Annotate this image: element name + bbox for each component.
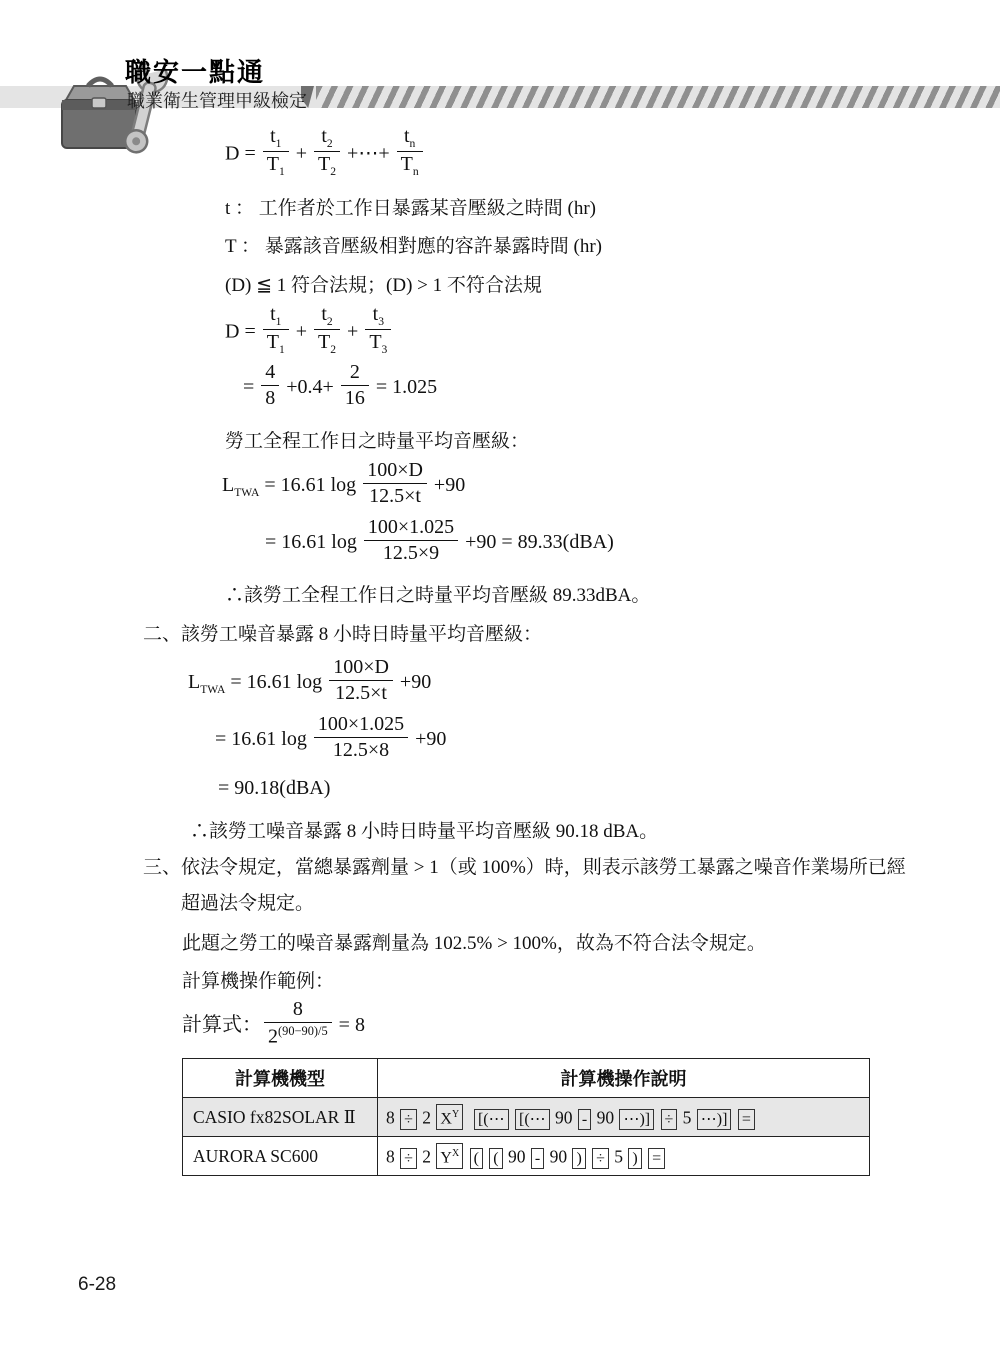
calculator-key: ( [489,1148,502,1169]
diagonal-hatch-band [316,86,1000,108]
section-3-heading [143,850,909,922]
calculator-key: ÷ [400,1109,417,1130]
table-header-row [183,1059,870,1098]
calculator-expression: 計算式： $\frac{8}{2^{(90-90)/5}}$ = 8 [182,998,365,1048]
calculator-key: $X^Y$ [436,1104,463,1129]
calculator-key: - [531,1148,544,1169]
calculator-key: ÷ [400,1148,417,1169]
conclusion-2: ∴該勞工噪音暴露 8 小時日時量平均音壓級 90.18 dBA。 [190,821,659,842]
dose-comparison-paragraph: 此題之勞工的噪音暴露劑量為 102.5% > 100%，故為不符合法令規定。 [182,933,766,954]
col-header-model: 計算機機型 [183,1059,378,1098]
fraction: $\frac{100\times D}{12.5\times t}$ [363,459,427,508]
fraction: $\frac{100\times 1.025}{12.5\times 9}$ [364,516,458,565]
section-3-text: 依法令規定，當總暴露劑量 > 1（或 100%）時，則表示該勞工暴露之噪音作業場所已經超過法令規定。 [181,857,906,914]
section-2-text: 該勞工噪音暴露 8 小時日時量平均音壓級： [181,624,543,645]
calculator-key: $Y^X$ [436,1143,463,1168]
col-header-operation: 計算機操作說明 [378,1059,870,1098]
fraction: $\frac{4}{8}$ [261,361,279,410]
formula-dose-general: D = $\frac{t_1}{T_1}$ + $\frac{t_2}{T_2}$ +⋯+ $\frac{t_n}{T_n}$ [225,128,425,182]
formula-dose-three-terms: D = $\frac{t_1}{T_1}$ + $\frac{t_2}{T_2}$ + $\frac{t_3}{T_3}$ [225,306,393,360]
calculator-model: CASIO fx82SOLAR Ⅱ [183,1098,378,1137]
fraction: $\frac{t_3}{T_3}$ [365,303,391,357]
calculator-key: - [578,1109,591,1130]
formula-ltwa-general-1: $L_{TWA} = 16.61$ log $\frac{100\times D}{12.5\times t}$ +90 [222,459,466,507]
table-row [183,1098,870,1137]
formula-ltwa-calc-2: = 16.61 log $\frac{100\times 1.025}{12.5\times 8}$ +90 [215,713,447,761]
conclusion-1: ∴該勞工全程工作日之時量平均音壓級 89.33dBA。 [225,585,651,606]
fraction: $\frac{100\times 1.025}{12.5\times 8}$ [314,713,408,762]
section-2-heading [143,619,542,646]
calculator-key: = [648,1148,665,1169]
fraction: $\frac{t_1}{T_1}$ [263,303,289,357]
fraction: $\frac{100\times D}{12.5\times t}$ [329,656,393,705]
calculator-key: ( [470,1148,483,1169]
fraction: $\frac{t_2}{T_2}$ [314,125,340,179]
table-row [183,1137,870,1176]
calculator-model: AURORA SC600 [183,1137,378,1176]
calculator-key: ) [628,1148,641,1169]
fraction: $\frac{t_2}{T_2}$ [314,303,340,357]
calculator-key: = [738,1109,755,1130]
formula-ltwa-calc-1: = 16.61 log $\frac{100\times 1.025}{12.5\times 9}$ +90 = 89.33(dBA) [265,516,614,564]
definition-T: T ： 暴露該音壓級相對應的容許暴露時間 (hr) [225,236,602,257]
formula-dose-result: = $\frac{4}{8}$ +0.4+ $\frac{2}{16}$ = 1.025 [243,361,438,409]
dose-rule: (D) ≦ 1 符合法規；(D) > 1 不符合法規 [225,275,542,296]
calculator-key: ) [572,1148,585,1169]
fraction: $\frac{t_n}{T_n}$ [397,125,423,179]
calculator-key: [(⋯ [515,1109,550,1130]
page-number: 6-28 [78,1274,117,1295]
section-2-marker: 二、 [143,624,182,645]
fraction: $\frac{2}{16}$ [341,361,369,410]
key-sequence: 8 ÷ 2 $X^Y$ [(⋯ [(⋯ 90 - 90 ⋯)] ÷ 5 ⋯)] = [378,1098,870,1137]
key-sequence: 8 ÷ 2 $Y^X$ ( ( 90 - 90 ) ÷ 5 ) = [378,1137,870,1176]
definition-t: t ： 工作者於工作日暴露某音壓級之時間 (hr) [225,198,597,219]
formula-ltwa-general-2: $L_{TWA} = 16.61$ log $\frac{100\times D}{12.5\times t}$ +90 [188,656,432,704]
calculator-key: ⋯)] [697,1109,732,1130]
book-subtitle: 職業衛生管理甲級檢定 [127,91,307,111]
calculator-table [182,1058,870,1176]
label-twa-fullday: 勞工全程工作日之時量平均音壓級： [225,431,530,452]
calculator-key: ÷ [592,1148,609,1169]
calculator-key: ÷ [661,1109,678,1130]
fraction: $\frac{t_1}{T_1}$ [263,125,289,179]
fraction: $\frac{8}{2^{(90-90)/5}}$ [264,998,332,1049]
section-3-marker: 三、 [143,857,182,878]
calculator-key: ⋯)] [619,1109,654,1130]
book-title: 職安一點通 [125,57,266,87]
calculator-example-label: 計算機操作範例： [182,971,335,992]
formula-ltwa-result-2: = 90.18(dBA) [218,777,331,799]
calculator-key: [(⋯ [474,1109,509,1130]
